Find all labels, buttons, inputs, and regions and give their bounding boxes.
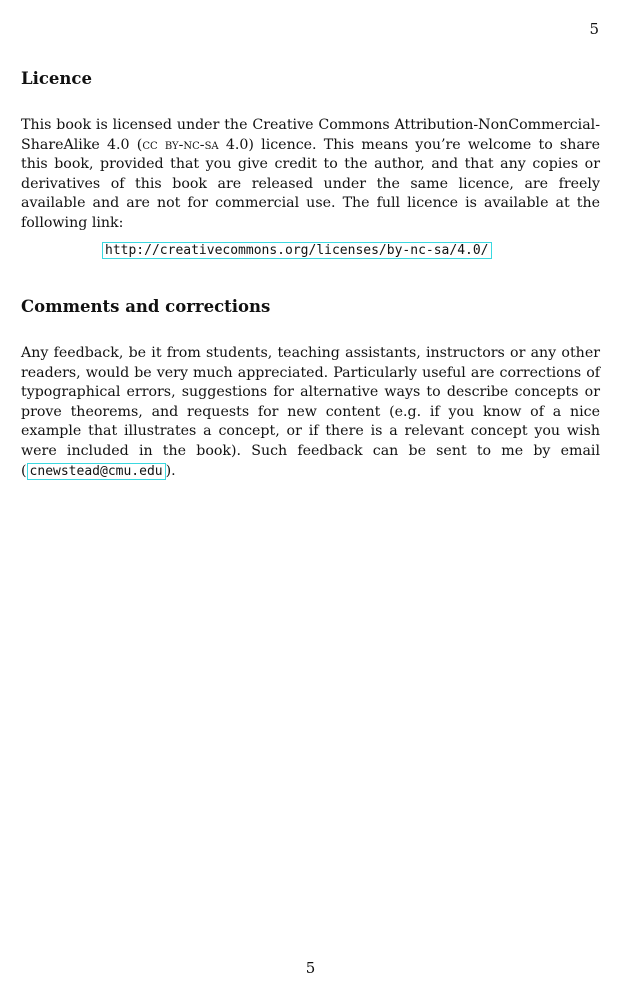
comments-heading: Comments and corrections	[21, 297, 271, 316]
licence-heading: Licence	[21, 69, 92, 88]
comments-text-part-2: ).	[165, 462, 176, 479]
licence-paragraph	[21, 116, 600, 234]
licence-url-line	[102, 241, 492, 261]
footer-page-number: 5	[305, 959, 316, 977]
licence-url-link[interactable]: http://creativecommons.org/licenses/by-nc-sa/4.0/	[102, 242, 492, 259]
comments-text-part-1: Any feedback, be it from students, teaching assistants, instructors or any other readers, would be very much appreciated. Particularly useful are corrections of typographical errors, suggestions for alternative ways to describe concepts or prove theorems, and requests for new content (e.g. if you know of a nice example that illustrates a concept, or if there is a relevant concept you wish were included in the book). Such feedback can be sent to me by email (	[21, 345, 600, 479]
comments-paragraph	[21, 344, 600, 481]
header-page-number: 5	[589, 20, 599, 38]
email-link[interactable]: cnewstead@cmu.edu	[27, 463, 166, 480]
licence-text-part-2: 4.0) licence. This means you’re welcome to share this book, provided that you give credit to the author, and that any copies or derivatives of this book are released under the same licence, are freely available and are not for commercial use. The full licence is available at the following link:	[21, 136, 600, 231]
licence-text-part-1: This book is licensed under the Creative Commons Attribution-NonCommercial-ShareAlike 4.0 (	[21, 117, 600, 153]
licence-code: cc by-nc-sa	[142, 136, 219, 153]
